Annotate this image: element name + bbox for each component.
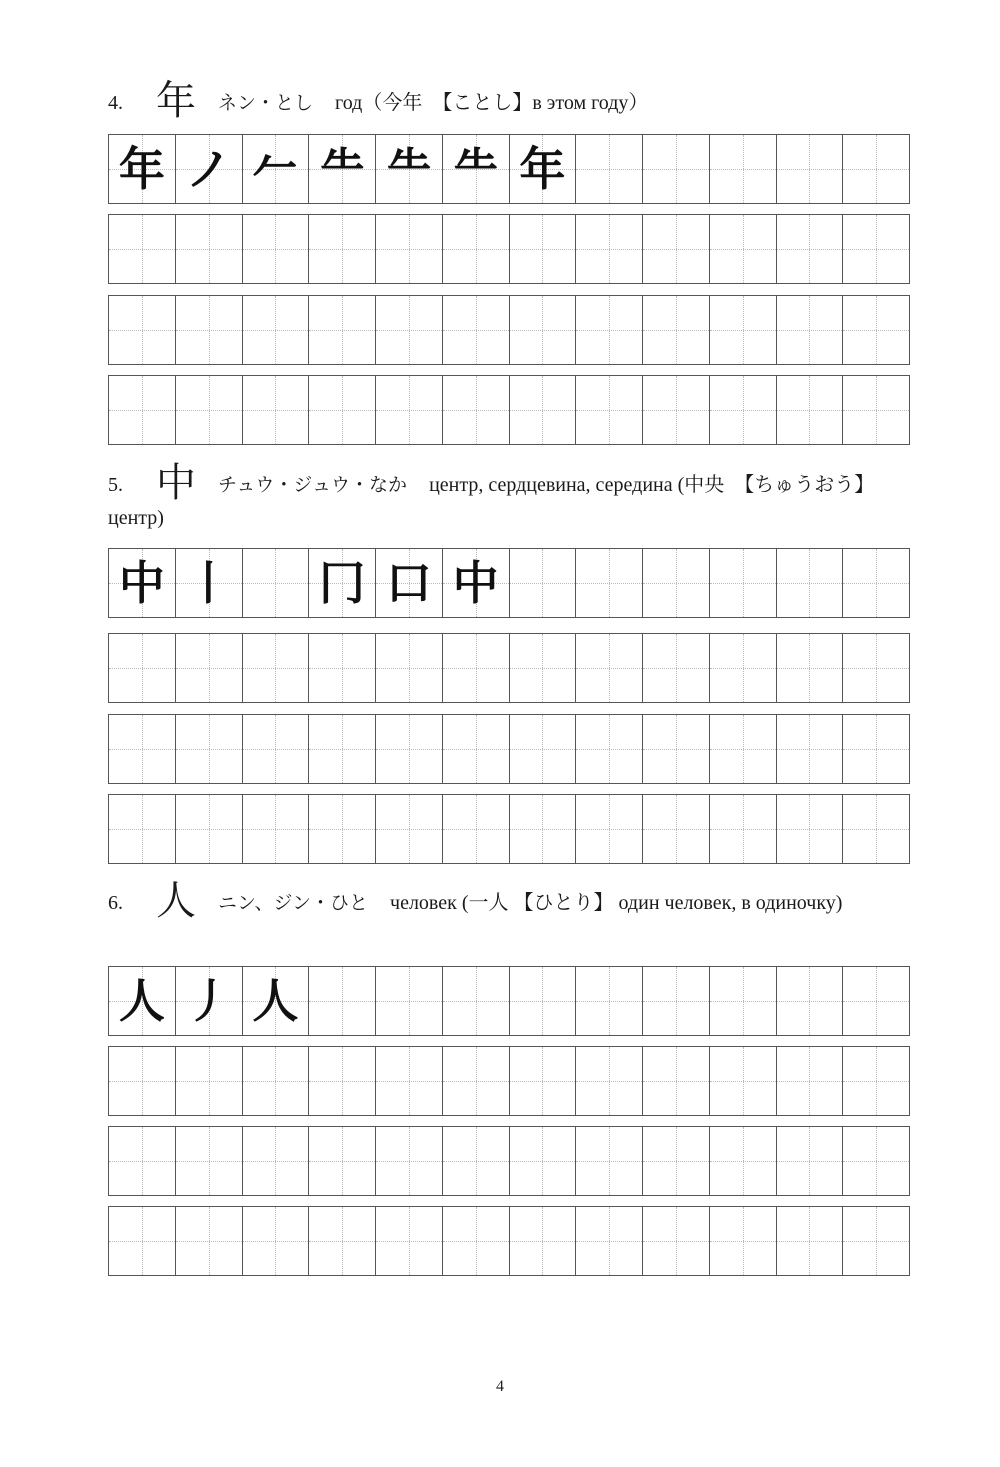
practice-cell[interactable] (175, 634, 242, 702)
practice-cell[interactable] (842, 1127, 909, 1195)
stroke-step: 口 (385, 556, 432, 610)
practice-row (108, 214, 910, 284)
practice-cell[interactable] (242, 215, 309, 283)
practice-cell[interactable] (509, 795, 576, 863)
practice-row (108, 134, 910, 204)
practice-cell[interactable] (776, 1207, 843, 1275)
kanji-title: 中 (156, 460, 196, 505)
practice-cell[interactable] (375, 1047, 442, 1115)
practice-cell[interactable] (642, 1127, 709, 1195)
practice-row (108, 295, 910, 365)
kanji-heading-nen (108, 78, 913, 123)
practice-cell[interactable] (442, 1127, 509, 1195)
practice-cell[interactable] (709, 715, 776, 783)
practice-cell[interactable] (308, 549, 375, 617)
practice-cell[interactable] (375, 1207, 442, 1275)
practice-cell[interactable] (642, 376, 709, 444)
practice-cell[interactable] (375, 135, 442, 203)
practice-cell[interactable] (308, 1127, 375, 1195)
practice-cell[interactable] (175, 135, 242, 203)
stroke-step: 𠂉 (252, 142, 299, 196)
kanji-meaning: год（今年 【ことし】в этом году） (335, 92, 649, 114)
practice-cell[interactable] (109, 215, 175, 283)
stroke-step: 冂 (319, 556, 366, 610)
practice-cell[interactable] (842, 215, 909, 283)
model-kanji: 年 (118, 142, 165, 196)
practice-cell[interactable] (175, 376, 242, 444)
practice-cell[interactable] (642, 795, 709, 863)
practice-cell[interactable] (308, 634, 375, 702)
practice-cell[interactable] (842, 967, 909, 1035)
kanji-meaning: человек (一人 【ひとり】 один человек, в одиночку) (390, 892, 843, 914)
practice-cell[interactable] (442, 296, 509, 364)
practice-cell[interactable] (442, 376, 509, 444)
practice-cell[interactable] (642, 215, 709, 283)
practice-cell[interactable] (509, 296, 576, 364)
stroke-step: ⺧ (452, 142, 499, 196)
practice-cell[interactable] (709, 549, 776, 617)
practice-cell[interactable] (242, 634, 309, 702)
practice-cell[interactable] (575, 715, 642, 783)
practice-cell[interactable] (375, 215, 442, 283)
practice-cell[interactable] (776, 795, 843, 863)
model-kanji: 人 (118, 974, 165, 1028)
practice-cell[interactable] (709, 1207, 776, 1275)
practice-cell[interactable] (375, 296, 442, 364)
item-number: 4. (108, 92, 123, 114)
practice-cell[interactable] (109, 549, 175, 617)
practice-cell[interactable] (109, 967, 175, 1035)
practice-cell[interactable] (308, 215, 375, 283)
practice-row (108, 375, 910, 445)
practice-cell[interactable] (175, 1207, 242, 1275)
kanji-reading: チュウ・ジュウ・なか (218, 474, 408, 496)
practice-cell[interactable] (709, 296, 776, 364)
practice-cell[interactable] (575, 1207, 642, 1275)
practice-cell[interactable] (242, 296, 309, 364)
practice-cell[interactable] (842, 135, 909, 203)
practice-cell[interactable] (308, 967, 375, 1035)
practice-cell[interactable] (308, 715, 375, 783)
kanji-heading-nin (108, 878, 913, 923)
practice-cell[interactable] (109, 296, 175, 364)
practice-cell[interactable] (575, 135, 642, 203)
practice-cell[interactable] (175, 1127, 242, 1195)
practice-cell[interactable] (776, 296, 843, 364)
practice-cell[interactable] (842, 549, 909, 617)
kanji-meaning: центр, сердцевина, середина (中央 【ちゅうおう】центр) (108, 474, 875, 529)
page-number: 4 (496, 1378, 504, 1395)
practice-cell[interactable] (776, 1127, 843, 1195)
practice-cell[interactable] (575, 795, 642, 863)
practice-cell[interactable] (109, 1207, 175, 1275)
practice-cell[interactable] (242, 715, 309, 783)
kanji-heading-chu (108, 460, 913, 535)
practice-cell[interactable] (776, 967, 843, 1035)
practice-cell[interactable] (109, 1047, 175, 1115)
stroke-step: ノ (185, 142, 232, 196)
practice-cell[interactable] (242, 135, 309, 203)
practice-row (108, 1126, 910, 1196)
practice-cell[interactable] (776, 215, 843, 283)
practice-cell[interactable] (509, 1127, 576, 1195)
stroke-step: ⺧ (385, 142, 432, 196)
item-number: 5. (108, 474, 123, 496)
practice-cell[interactable] (375, 634, 442, 702)
practice-row (108, 794, 910, 864)
practice-cell[interactable] (308, 1207, 375, 1275)
practice-cell[interactable] (709, 135, 776, 203)
practice-cell[interactable] (509, 549, 576, 617)
practice-cell[interactable] (776, 135, 843, 203)
practice-cell[interactable] (175, 715, 242, 783)
practice-cell[interactable] (242, 1127, 309, 1195)
practice-cell[interactable] (242, 1047, 309, 1115)
practice-cell[interactable] (776, 549, 843, 617)
practice-cell[interactable] (709, 1047, 776, 1115)
stroke-step: 丨 (185, 556, 232, 610)
practice-row (108, 1046, 910, 1116)
practice-cell[interactable] (709, 376, 776, 444)
practice-cell[interactable] (575, 967, 642, 1035)
practice-cell[interactable] (109, 1127, 175, 1195)
practice-cell[interactable] (842, 1207, 909, 1275)
practice-cell[interactable] (642, 967, 709, 1035)
practice-cell[interactable] (242, 549, 309, 617)
practice-cell[interactable] (442, 215, 509, 283)
practice-cell[interactable] (308, 135, 375, 203)
practice-cell[interactable] (842, 296, 909, 364)
practice-cell[interactable] (442, 1047, 509, 1115)
kanji-title: 年 (156, 78, 196, 123)
practice-cell[interactable] (642, 296, 709, 364)
practice-cell[interactable] (776, 1047, 843, 1115)
practice-cell[interactable] (642, 634, 709, 702)
practice-cell[interactable] (509, 135, 576, 203)
practice-cell[interactable] (509, 215, 576, 283)
practice-cell[interactable] (509, 1207, 576, 1275)
stroke-step: 人 (252, 974, 299, 1028)
practice-cell[interactable] (375, 549, 442, 617)
practice-cell[interactable] (709, 1127, 776, 1195)
item-number: 6. (108, 892, 123, 914)
practice-cell[interactable] (575, 1127, 642, 1195)
practice-cell[interactable] (842, 715, 909, 783)
practice-cell[interactable] (175, 795, 242, 863)
practice-cell[interactable] (709, 795, 776, 863)
practice-cell[interactable] (642, 135, 709, 203)
practice-cell[interactable] (175, 549, 242, 617)
kanji-reading: ニン、ジン・ひと (218, 892, 369, 914)
practice-cell[interactable] (709, 634, 776, 702)
practice-cell[interactable] (642, 1047, 709, 1115)
practice-cell[interactable] (109, 135, 175, 203)
practice-cell[interactable] (509, 376, 576, 444)
practice-cell[interactable] (575, 215, 642, 283)
practice-cell[interactable] (308, 1047, 375, 1115)
practice-cell[interactable] (175, 296, 242, 364)
stroke-step: 中 (452, 556, 499, 610)
stroke-step: 年 (519, 142, 566, 196)
practice-cell[interactable] (642, 715, 709, 783)
practice-cell[interactable] (308, 795, 375, 863)
practice-cell[interactable] (109, 376, 175, 444)
practice-cell[interactable] (442, 634, 509, 702)
model-kanji: 中 (118, 556, 165, 610)
practice-cell[interactable] (375, 715, 442, 783)
practice-cell[interactable] (442, 135, 509, 203)
practice-cell[interactable] (709, 215, 776, 283)
practice-cell[interactable] (375, 967, 442, 1035)
practice-row (108, 548, 910, 618)
practice-cell[interactable] (575, 1047, 642, 1115)
practice-cell[interactable] (575, 549, 642, 617)
practice-cell[interactable] (842, 1047, 909, 1115)
practice-cell[interactable] (442, 795, 509, 863)
practice-cell[interactable] (509, 1047, 576, 1115)
practice-cell[interactable] (509, 715, 576, 783)
practice-cell[interactable] (442, 1207, 509, 1275)
stroke-step: 丿 (185, 974, 232, 1028)
practice-cell[interactable] (842, 634, 909, 702)
practice-cell[interactable] (575, 634, 642, 702)
practice-cell[interactable] (509, 967, 576, 1035)
practice-cell[interactable] (776, 715, 843, 783)
practice-cell[interactable] (442, 715, 509, 783)
practice-cell[interactable] (375, 795, 442, 863)
practice-cell[interactable] (109, 634, 175, 702)
practice-cell[interactable] (776, 634, 843, 702)
practice-cell[interactable] (709, 967, 776, 1035)
stroke-step: ⺧ (319, 142, 366, 196)
practice-row (108, 633, 910, 703)
practice-cell[interactable] (776, 376, 843, 444)
practice-cell[interactable] (442, 549, 509, 617)
practice-cell[interactable] (308, 376, 375, 444)
practice-cell[interactable] (575, 296, 642, 364)
practice-cell[interactable] (375, 1127, 442, 1195)
practice-cell[interactable] (175, 215, 242, 283)
practice-cell[interactable] (442, 967, 509, 1035)
practice-cell[interactable] (242, 1207, 309, 1275)
kanji-reading: ネン・とし (218, 92, 314, 114)
practice-cell[interactable] (509, 634, 576, 702)
practice-row (108, 714, 910, 784)
practice-cell[interactable] (242, 795, 309, 863)
practice-cell[interactable] (842, 795, 909, 863)
practice-cell[interactable] (175, 1047, 242, 1115)
practice-cell[interactable] (175, 967, 242, 1035)
practice-cell[interactable] (308, 296, 375, 364)
practice-cell[interactable] (242, 376, 309, 444)
practice-row (108, 1206, 910, 1276)
practice-cell[interactable] (842, 376, 909, 444)
practice-cell[interactable] (242, 967, 309, 1035)
practice-row (108, 966, 910, 1036)
practice-cell[interactable] (642, 1207, 709, 1275)
practice-cell[interactable] (109, 795, 175, 863)
kanji-title: 人 (156, 878, 196, 923)
practice-cell[interactable] (575, 376, 642, 444)
practice-cell[interactable] (642, 549, 709, 617)
practice-cell[interactable] (375, 376, 442, 444)
practice-cell[interactable] (109, 715, 175, 783)
